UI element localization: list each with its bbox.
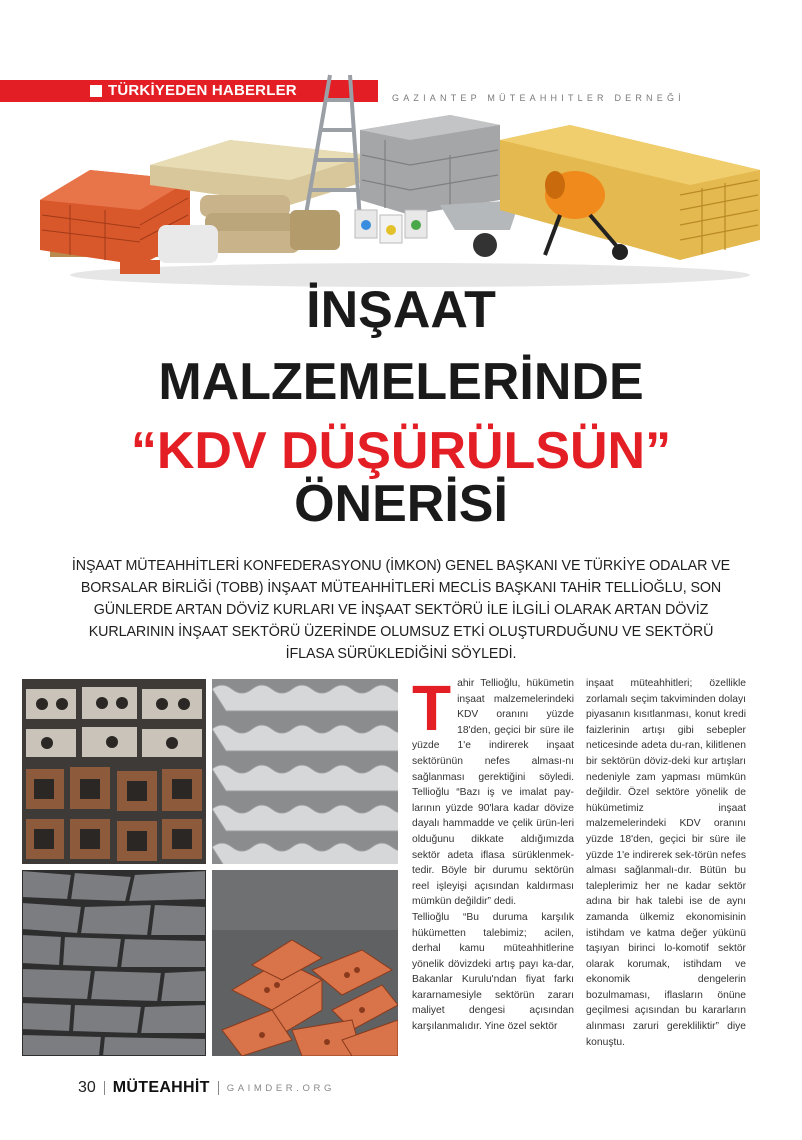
website-link[interactable]: GAIMDER.ORG (226, 1082, 335, 1094)
page-number: 30 (78, 1079, 96, 1096)
headline-line-4: ÖNERİSİ (294, 475, 508, 533)
stone-wall-photo (22, 870, 206, 1056)
magazine-logo: MÜTEAHHİT (112, 1079, 210, 1096)
body-paragraph-2: Tellioğlu “Bu duruma karşılık hükümetten talebimiz; acilen, derhal kamu müteahhitlerine yönelik dövizdeki artış payı ka-dar, Bakanlar Kurulu'ndan fiyat farkı kararnamesiyle sektörün zararı maliyet dengesi açısından karşılanmalıdır. Yine özel sektör (412, 911, 574, 1033)
concrete-blocks (360, 115, 500, 215)
timber-stack (500, 125, 760, 260)
body-column-2 (586, 676, 746, 1050)
drop-cap: T (412, 672, 452, 744)
body-column-1 (412, 672, 574, 1035)
body-paragraph-3: inşaat müteahhitleri; özellikle zorlamalı seçim takviminden dolayı piyasanın kısıtlanması, konut kredi faizlerinin artışı gibi sebepler neticesinde adeta du-ran, kilitlenen bir sektörün döviz-deki kur artışları nedeniyle zam yapması mümkün değildir. Özel sektöre yönelik de hükümetimiz inşaat malzemelerindeki KDV oranını yüzde 18'den, geçici bir süre ile yüzde 1'e indirerek sek-törün nefes alması sağlanmalı-dır. Bütün bu taleplerimiz her ne kadar sektör adına bir hak talebi ise de aynı zamanda ülkemiz ekonomisinin istihdam ve katma değer yükünü taşıyan birinci lo-komotif sektör olarak korumak, istihdam ve ekonomik dengelerin bozulmaması, iflasların önüne geçilmesi açısından bu kararların alınması zaruri gerekliliktir” diye konuştu. (586, 678, 746, 1048)
page-footer (78, 1078, 335, 1098)
section-label: TÜRKİYEDEN HABERLER (108, 82, 297, 99)
headline-line-2: MALZEMELERİNDE (158, 353, 644, 411)
footer-divider (104, 1081, 105, 1095)
association-name: GAZIANTEP MÜTEAHHITLER DERNEĞİ (392, 93, 685, 103)
paint-buckets (355, 210, 427, 243)
steel-profiles-photo (22, 679, 206, 864)
brick-pile-photo (212, 870, 398, 1056)
intro-paragraph: İNŞAAT MÜTEAHHİTLERİ KONFEDERASYONU (İMKON) GENEL BAŞKANI VE TÜRKİYE ODALAR VE BORSALAR BİRLİĞİ (TOBB) İNŞAAT MÜTEAHHİTLERİ MECLİS BAŞKANI TAHİR TELLİOĞLU, SON GÜNLERDE ARTAN DÖVİZ KURLARI VE İNŞAAT SEKTÖRÜ İLE İLGİLİ OLARAK ARTAN DÖVİZ KURLARININ İNŞAAT SEKTÖRÜ ÜZERİNDE OLUMSUZ ETKİ OLUŞTURDUĞUNU VE SEKTÖRÜ İFLASA SÜRÜKLEDİĞİNİ SÖYLEDİ. (71, 558, 731, 662)
headline-line-1: İNŞAAT (306, 281, 496, 339)
ladder (305, 75, 360, 220)
headline-line-3: “KDV DÜŞÜRÜLSÜN” (130, 422, 672, 480)
footer-divider (218, 1081, 219, 1095)
body-paragraph-1 (412, 672, 574, 910)
body-text-1: ahir Tellioğlu, hükümetin inşaat malzemelerindeki KDV oranını yüzde 18'den, geçici bir süre ile yüzde 1'e indirerek inşaat sektörünün nefes alması-nı sağlanması gerektiğini söyledi. Tellioğlu “Bazı iş ve imalat pay-larının yüzde 90'lara kadar dövize dayalı hammadde ve çelik ürün-leri olduğunu dikkate aldığımızda sektör adeta iflasa sürüklenmek-tedir. Böyle bir durumu sektörün reel işleyişi açısından kaldırması mümkün değildir” dedi. (412, 678, 574, 908)
corrugated-sheets-photo (212, 679, 398, 864)
construction-materials-illustration (30, 70, 770, 290)
